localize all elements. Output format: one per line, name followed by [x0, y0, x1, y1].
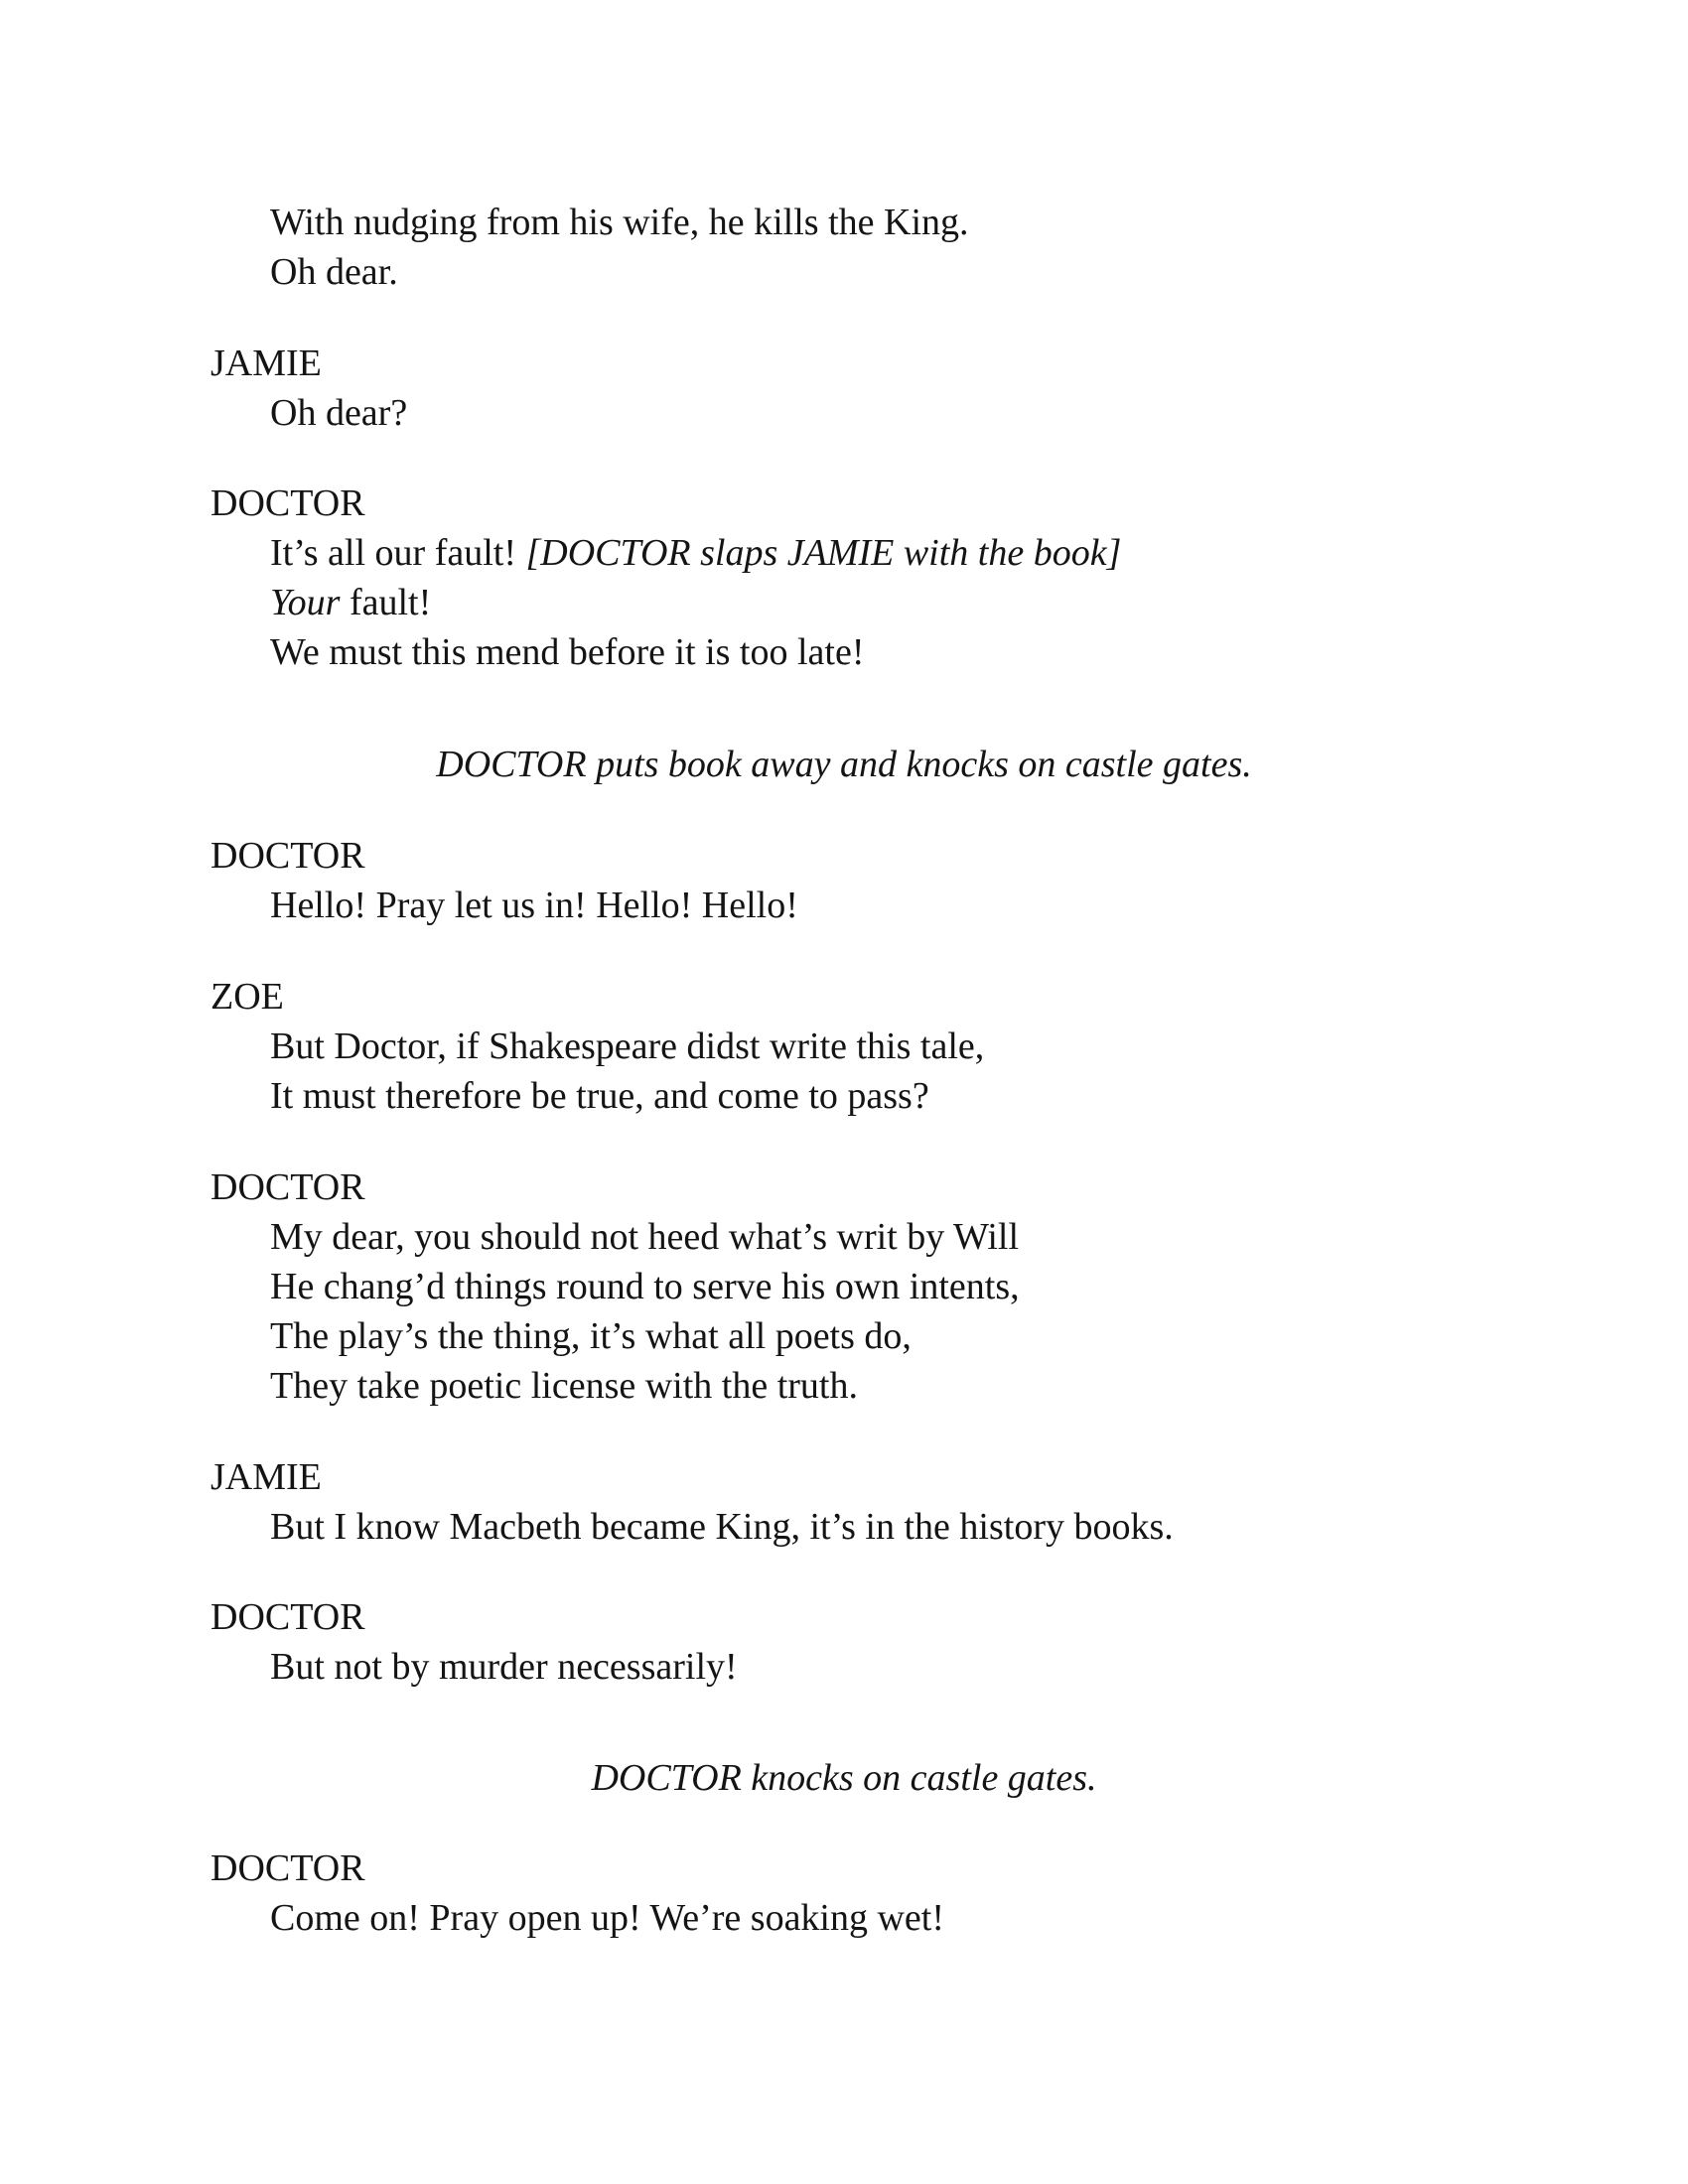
speaker-name: ZOE [211, 976, 284, 1018]
dialogue-line [270, 578, 431, 627]
dialogue-line: With nudging from his wife, he kills the King. [270, 202, 969, 243]
speaker-name: DOCTOR [211, 1847, 365, 1889]
dialogue-line: The play’s the thing, it’s what all poets do, [270, 1315, 912, 1357]
speaker-name: DOCTOR [211, 482, 365, 524]
dialogue-line: He chang’d things round to serve his own intents, [270, 1266, 1020, 1307]
emphasis-word: Your [270, 582, 341, 623]
dialogue-line: We must this mend before it is too late! [270, 631, 865, 673]
dialogue-line: They take poetic license with the truth. [270, 1365, 858, 1407]
dialogue-line: My dear, you should not heed what’s writ by Will [270, 1216, 1020, 1258]
stage-direction: DOCTOR puts book away and knocks on castle gates. [436, 744, 1252, 785]
speaker-name: JAMIE [211, 342, 322, 384]
dialogue-text: fault! [340, 582, 432, 623]
dialogue-line [270, 528, 1121, 578]
dialogue-line: But Doctor, if Shakespeare didst write this tale, [270, 1025, 985, 1067]
dialogue-line: Oh dear. [270, 251, 398, 293]
dialogue-line: It must therefore be true, and come to pass? [270, 1075, 929, 1117]
dialogue-line: But I know Macbeth became King, it’s in the history books. [270, 1506, 1174, 1548]
dialogue-text: It’s all our fault! [270, 532, 526, 574]
speaker-name: DOCTOR [211, 835, 365, 877]
speaker-name: JAMIE [211, 1456, 322, 1498]
speaker-name: DOCTOR [211, 1596, 365, 1638]
speaker-name: DOCTOR [211, 1166, 365, 1208]
dialogue-line: Come on! Pray open up! We’re soaking wet! [270, 1897, 945, 1939]
inline-stage-direction: [DOCTOR slaps JAMIE with the book] [525, 532, 1122, 574]
dialogue-line: Hello! Pray let us in! Hello! Hello! [270, 885, 798, 926]
dialogue-line: But not by murder necessarily! [270, 1646, 738, 1688]
stage-direction: DOCTOR knocks on castle gates. [591, 1757, 1097, 1799]
dialogue-line: Oh dear? [270, 392, 408, 434]
